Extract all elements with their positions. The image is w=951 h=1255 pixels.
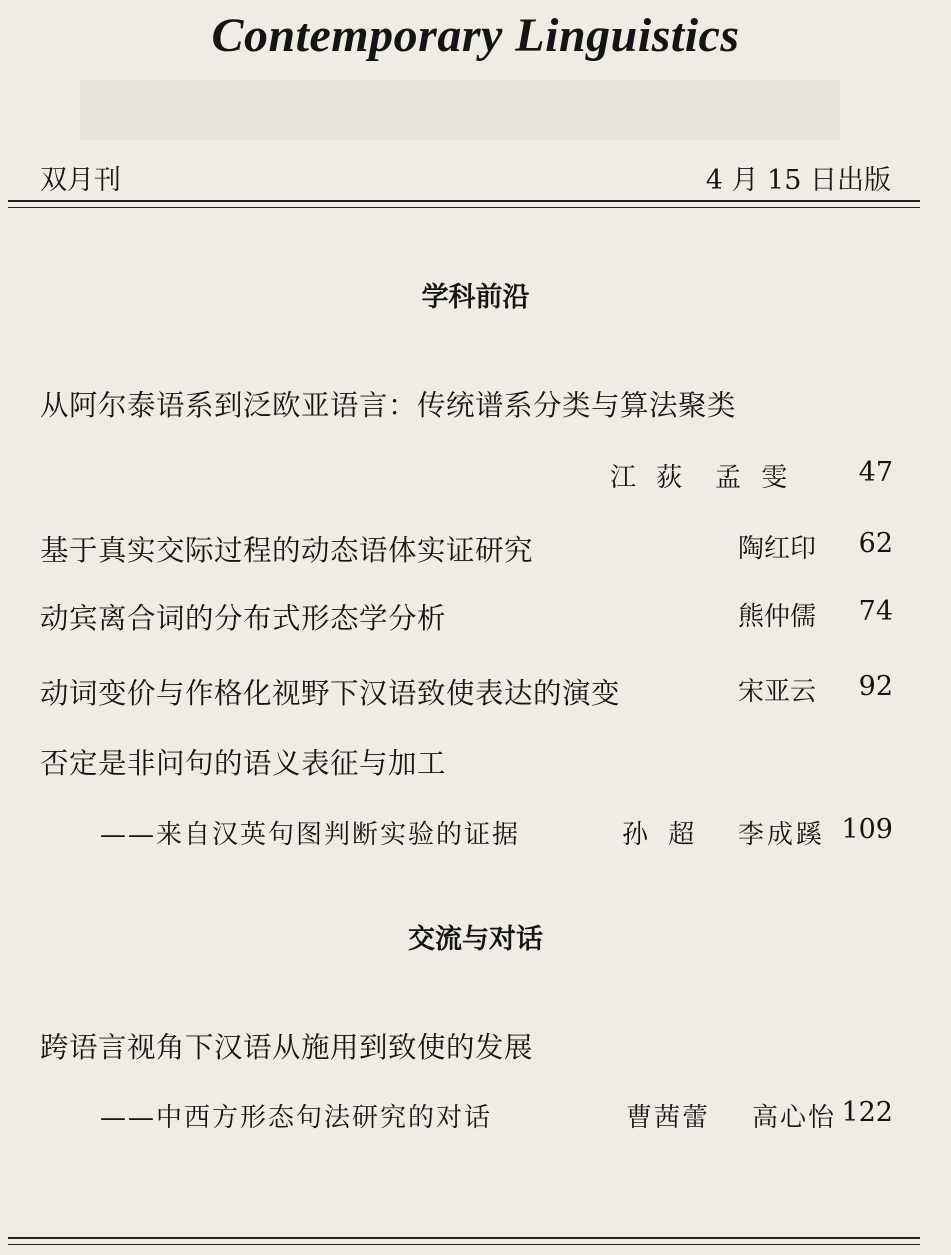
article-page-number: 122 bbox=[841, 1097, 893, 1128]
article-title[interactable]: 动词变价与作格化视野下汉语致使表达的演变 bbox=[40, 677, 621, 710]
article-author: 曹茜蕾 bbox=[626, 1103, 711, 1133]
article-title[interactable]: 基于真实交际过程的动态语体实证研究 bbox=[40, 534, 534, 567]
article-author: 宋亚云 bbox=[738, 677, 817, 707]
section-heading: 交流与对话 bbox=[408, 924, 543, 955]
frequency-label: 双月刊 bbox=[40, 165, 121, 196]
article-title[interactable]: 动宾离合词的分布式形态学分析 bbox=[40, 602, 447, 635]
article-page-number: 47 bbox=[858, 457, 893, 488]
article-title[interactable]: 否定是非问句的语义表征与加工 bbox=[40, 747, 447, 780]
article-author: 高心怡 bbox=[752, 1103, 837, 1133]
article-page-number: 109 bbox=[841, 814, 893, 845]
article-subtitle: ——中西方形态句法研究的对话 bbox=[100, 1103, 493, 1133]
section-heading: 学科前沿 bbox=[421, 282, 530, 313]
article-author: 孟 雯 bbox=[715, 463, 794, 493]
article-title[interactable]: 从阿尔泰语系到泛欧亚语言：传统谱系分类与算法聚类 bbox=[40, 389, 737, 422]
bottom-rule bbox=[8, 1237, 920, 1245]
article-subtitle: ——来自汉英句图判断实验的证据 bbox=[100, 820, 521, 850]
article-author: 熊仲儒 bbox=[738, 602, 817, 632]
article-author: 陶红印 bbox=[738, 534, 817, 564]
article-author: 李成蹊 bbox=[738, 820, 826, 850]
show-through-background bbox=[80, 80, 840, 140]
article-author: 孙 超 bbox=[622, 820, 701, 850]
journal-title: Contemporary Linguistics bbox=[211, 9, 740, 62]
article-page-number: 92 bbox=[858, 671, 893, 702]
article-title[interactable]: 跨语言视角下汉语从施用到致使的发展 bbox=[40, 1031, 534, 1064]
top-rule bbox=[8, 200, 920, 208]
article-page-number: 74 bbox=[858, 596, 893, 627]
publication-date: 4 月 15 日出版 bbox=[705, 165, 891, 196]
article-page-number: 62 bbox=[858, 528, 893, 559]
article-author: 江 荻 bbox=[610, 463, 689, 493]
